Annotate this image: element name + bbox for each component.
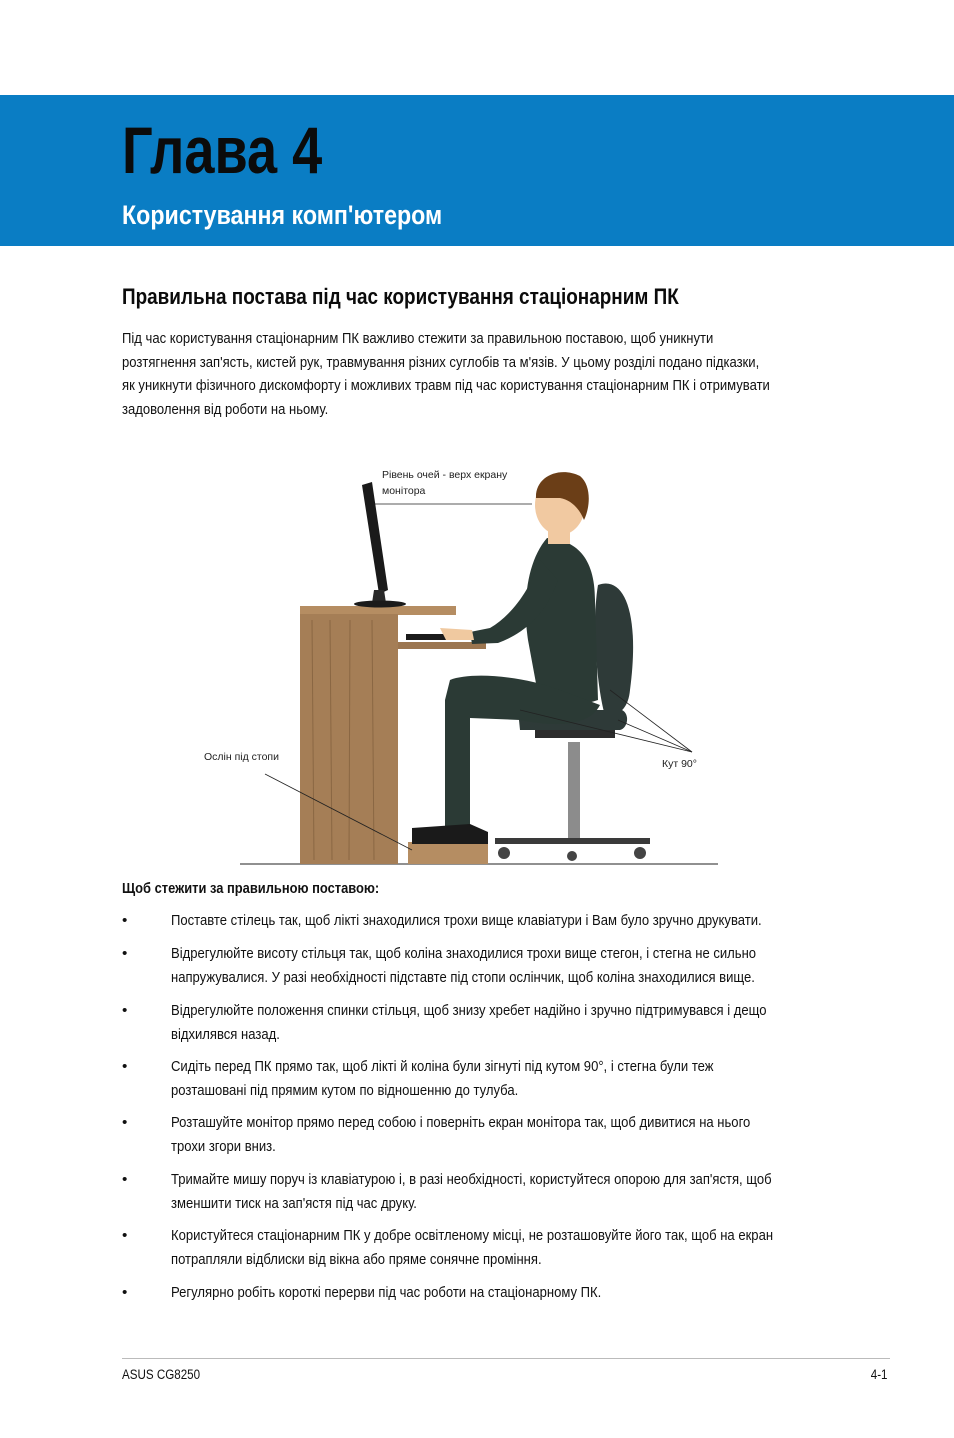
footer-page-number: 4-1 <box>871 1367 888 1382</box>
intro-line: задоволення від роботи на ньому. <box>122 400 329 418</box>
eye-level-label-line1: Рівень очей - верх екрану <box>382 469 508 481</box>
list-item-line: напружувалися. У разі необхідності підставте під стопи ослінчик, щоб коліна знаходилися вище. <box>171 968 755 986</box>
bullet-dot: • <box>122 1058 128 1075</box>
footrest-label: Ослін під стопи <box>204 751 279 763</box>
list-item-line: розташовані під прямим кутом по відношенню до тулуба. <box>171 1081 519 1099</box>
person-shoe <box>412 824 488 844</box>
eye-level-label-line2: монітора <box>382 485 426 497</box>
bullet-dot: • <box>122 912 128 929</box>
chapter-title: Глава 4 <box>122 113 323 187</box>
list-item-line: Користуйтеся стаціонарним ПК у добре освітленому місці, не розташовуйте його так, щоб на екран <box>171 1227 774 1244</box>
list-item-line: Розташуйте монітор прямо перед собою і поверніть екран монітора так, щоб дивитися на нього <box>171 1114 751 1131</box>
list-item-line: потрапляли відблиски від вікна або пряме сонячне проміння. <box>171 1250 542 1268</box>
list-item-line: трохи згори вниз. <box>171 1137 276 1155</box>
intro-paragraph <box>122 327 853 421</box>
list-item-line: Поставте стілець так, щоб лікті знаходилися трохи вище клавіатури і Вам було зручно друкувати. <box>171 912 762 929</box>
list-item-line: Регулярно робіть короткі перерви під час роботи на стаціонарному ПК. <box>171 1284 602 1301</box>
bullet-dot: • <box>122 1284 128 1301</box>
bullet-dot: • <box>122 1171 128 1188</box>
angle-label: Кут 90° <box>662 758 697 770</box>
list-item-line: Відрегулюйте положення спинки стільця, щоб знизу хребет надійно і зручно підтримувався і дещо <box>171 1002 767 1019</box>
person-neck <box>548 528 570 544</box>
footer-product-name: ASUS CG8250 <box>122 1367 201 1382</box>
monitor-stand <box>354 601 406 608</box>
footrest <box>408 842 488 864</box>
chair-back <box>595 583 633 714</box>
chair-base <box>495 838 650 844</box>
list-item-line: Тримайте мишу поруч із клавіатурою і, в разі необхідності, користуйтеся опорою для зап'ястя, щоб <box>171 1171 772 1188</box>
instructions-heading: Щоб стежити за правильною поставою: <box>122 880 380 897</box>
intro-line: розтягнення зап'ясть, кистей рук, травмування різних суглобів та м'язів. У цьому розділі подано підказки, <box>122 353 760 371</box>
bullet-dot: • <box>122 1227 128 1244</box>
person-torso <box>526 538 598 706</box>
person-hand <box>440 628 474 640</box>
intro-line: Під час користування стаціонарним ПК важливо стежити за правильною поставою, щоб уникнути <box>122 330 714 347</box>
posture-illustration <box>204 455 730 875</box>
chapter-subtitle: Користування комп'ютером <box>122 200 443 230</box>
bullet-dot: • <box>122 945 128 962</box>
section-title: Правильна постава під час користування стаціонарним ПК <box>122 284 679 309</box>
list-item-line: Відрегулюйте висоту стільця так, щоб коліна знаходилися трохи вище стегон, і стегна не сильно <box>171 945 757 962</box>
intro-line: як уникнути фізичного дискомфорту і можливих травм під час користування стаціонарним ПК і отримувати <box>122 377 770 394</box>
list-item-line: зменшити тиск на зап'ястя під час друку. <box>171 1194 417 1212</box>
chair-post <box>568 742 580 842</box>
monitor <box>362 482 388 594</box>
bullet-dot: • <box>122 1002 128 1019</box>
list-item-line: відхилявся назад. <box>171 1025 280 1043</box>
footer-divider <box>122 1358 890 1359</box>
list-item-line: Сидіть перед ПК прямо так, щоб лікті й коліна були зігнуті під кутом 90°, і стегна були теж <box>171 1058 714 1075</box>
bullet-dot: • <box>122 1114 128 1131</box>
